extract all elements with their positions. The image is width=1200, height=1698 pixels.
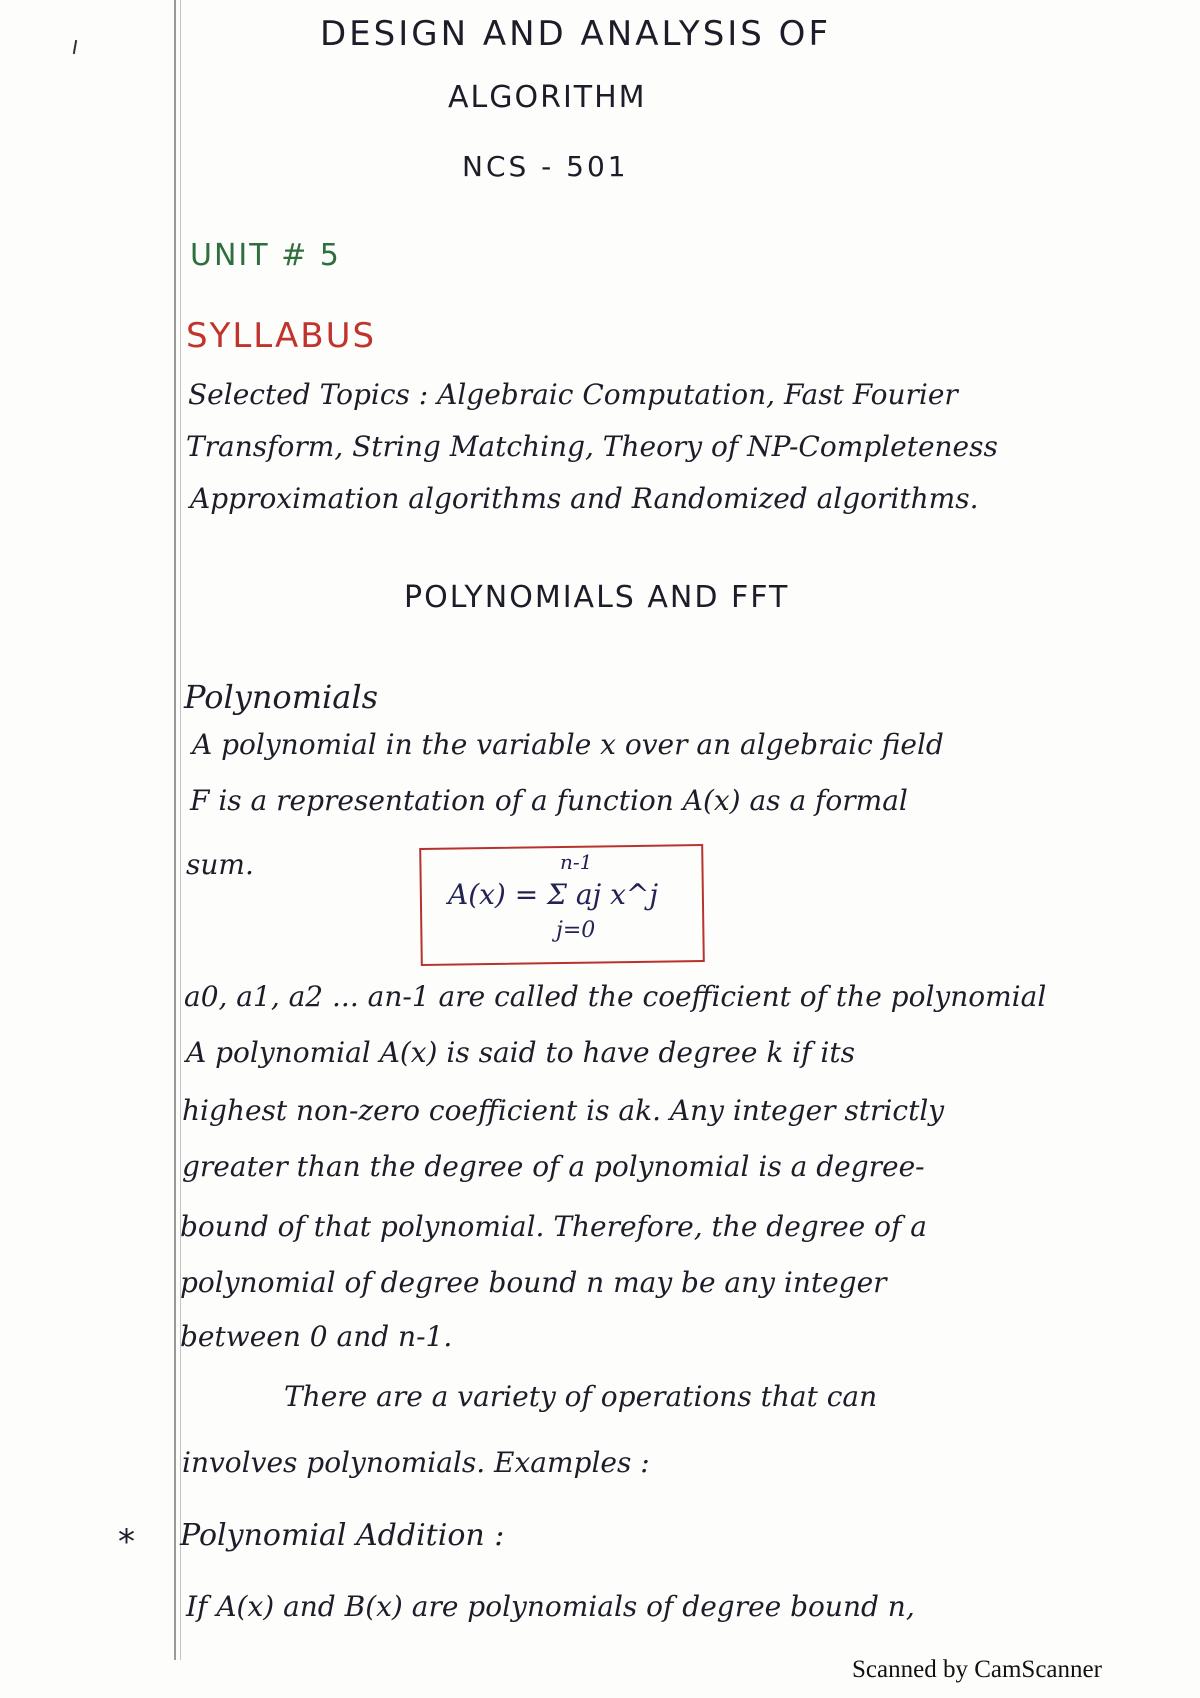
section-title: POLYNOMIALS AND FFT <box>404 580 790 615</box>
addition-line: If A(x) and B(x) are polynomials of degree bound n, <box>186 1590 915 1623</box>
pen-mark <box>73 40 77 54</box>
title-line-1: DESIGN AND ANALYSIS OF <box>320 14 832 54</box>
body-line: greater than the degree of a polynomial is a degree- <box>182 1150 925 1183</box>
definition-line: A polynomial in the variable x over an algebraic field <box>192 728 944 761</box>
body-line: A polynomial A(x) is said to have degree k if its <box>186 1036 855 1069</box>
body-line: highest non-zero coefficient is ak. Any integer strictly <box>182 1094 945 1127</box>
body-line: There are a variety of operations that can <box>284 1380 878 1413</box>
star-marker: * <box>118 1522 135 1562</box>
margin-line-inner <box>180 0 181 1660</box>
addition-heading: Polynomial Addition : <box>180 1518 505 1553</box>
sum-lower-limit: j=0 <box>556 918 596 943</box>
body-line: involves polynomials. Examples : <box>182 1446 650 1479</box>
body-line: polynomial of degree bound n may be any integer <box>180 1266 887 1299</box>
syllabus-heading: SYLLABUS <box>186 316 377 356</box>
unit-label: UNIT # 5 <box>190 238 341 273</box>
polynomials-heading: Polynomials <box>184 678 378 716</box>
body-line: between 0 and n-1. <box>180 1320 453 1353</box>
polynomial-formula: A(x) = Σ aj x^j <box>448 878 659 911</box>
body-line: a0, a1, a2 ... an-1 are called the coefficient of the polynomial <box>184 980 1047 1013</box>
syllabus-line: Transform, String Matching, Theory of NP-Completeness <box>186 430 998 463</box>
course-code: NCS - 501 <box>462 150 629 183</box>
scanner-watermark: Scanned by CamScanner <box>852 1656 1102 1683</box>
definition-line: F is a representation of a function A(x) as a formal <box>190 784 908 817</box>
body-line: bound of that polynomial. Therefore, the degree of a <box>180 1210 927 1243</box>
title-line-2: ALGORITHM <box>448 80 647 115</box>
definition-line: sum. <box>186 848 254 881</box>
margin-line <box>174 0 176 1660</box>
syllabus-line: Selected Topics : Algebraic Computation, Fast Fourier <box>188 378 958 411</box>
syllabus-line: Approximation algorithms and Randomized algorithms. <box>190 482 979 515</box>
sum-upper-limit: n-1 <box>560 850 593 874</box>
